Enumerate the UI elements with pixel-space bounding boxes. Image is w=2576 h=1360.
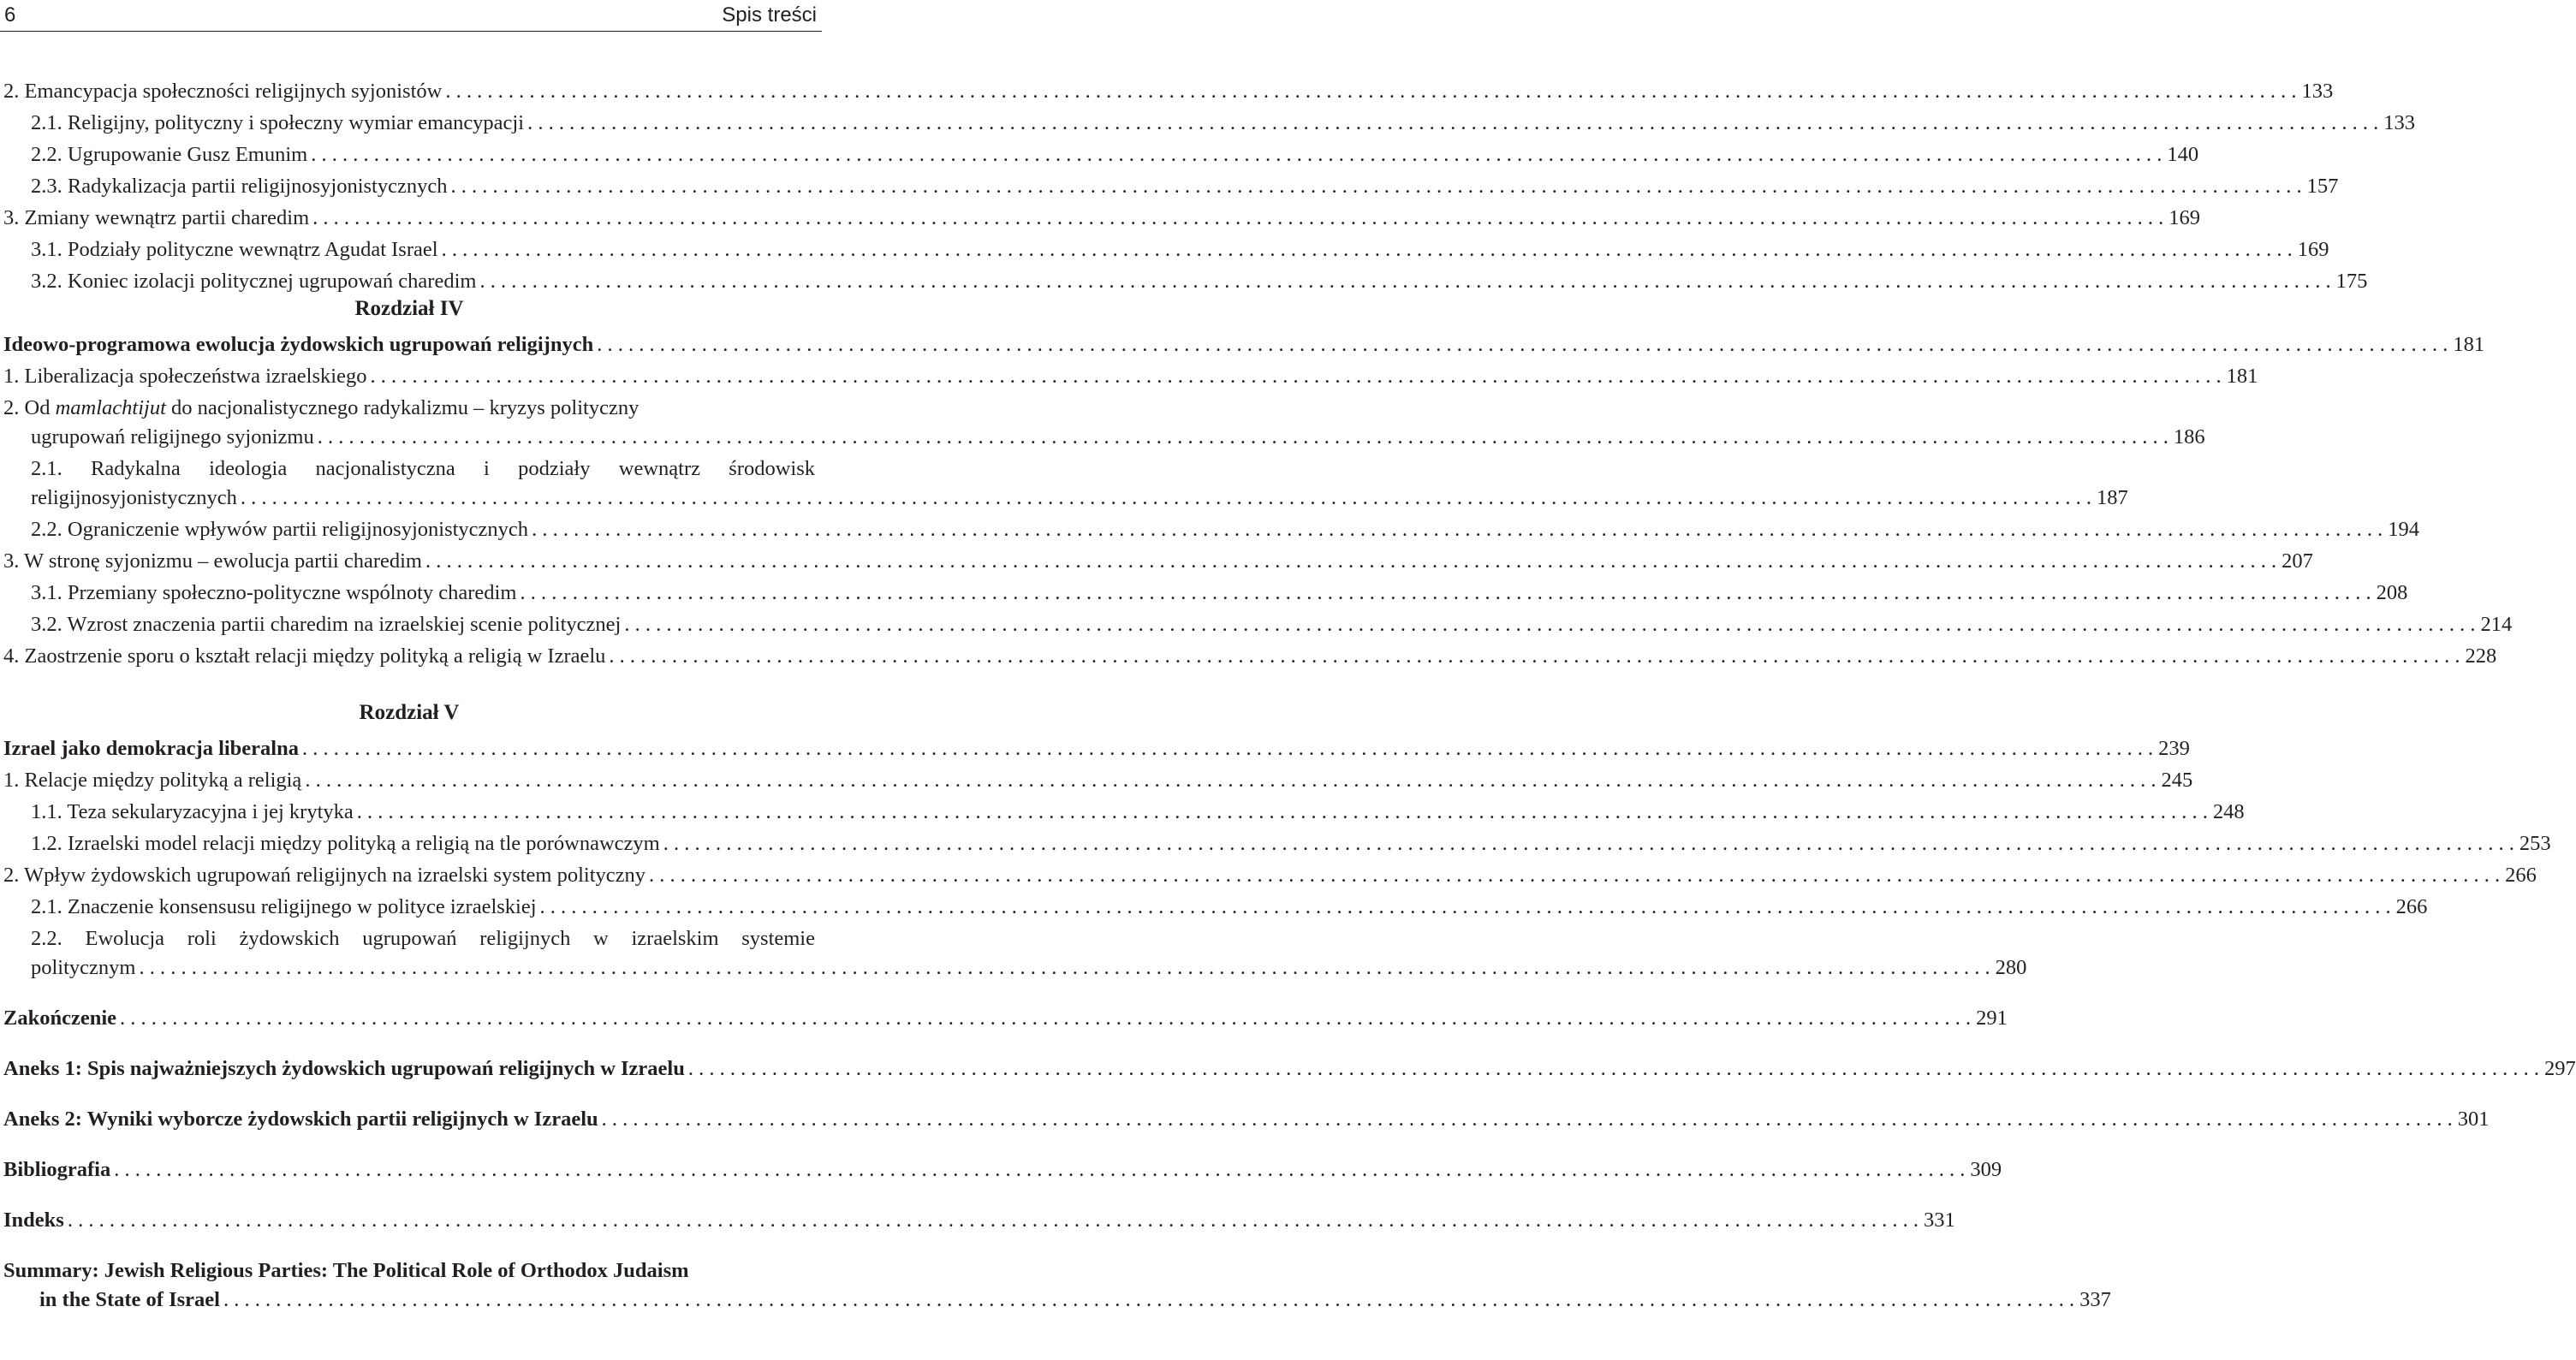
toc-entry (3, 140, 2199, 169)
dot-leader (312, 204, 2163, 233)
toc-entry-title: 2.2. Ugrupowanie Gusz Emunim (31, 143, 308, 166)
toc-entry-page: 337 (2079, 1288, 2111, 1311)
toc-entry-page: 266 (2395, 895, 2428, 918)
toc-entry-title: 2.2. Ewolucja roli żydowskich ugrupowań religijnych w izraelskim systemie (31, 927, 815, 950)
dot-leader (318, 423, 2168, 452)
toc-entry-page: 133 (2383, 111, 2415, 134)
toc-entry-page: 309 (1970, 1158, 2002, 1181)
dot-leader (357, 798, 2208, 827)
toc-entry-title: Aneks 2: Wyniki wyborcze żydowskich partii religijnych w Izraelu (3, 1108, 598, 1131)
toc-entry-title: 4. Zaostrzenie sporu o kształt relacji między polityką a religią w Izraelu (3, 644, 606, 668)
toc-chapter-entry (3, 1105, 2490, 1134)
dot-leader (241, 484, 2091, 513)
toc-entry-first-line (3, 394, 815, 423)
toc-entry-title: Aneks 1: Spis najważniejszych żydowskich ugrupowań religijnych w Izraelu (3, 1057, 685, 1080)
toc-entry-title-suffix: do nacjonalistycznego radykalizmu – kryzys polityczny (165, 396, 640, 419)
toc-entry-title-continued: ugrupowań religijnego syjonizmu (31, 425, 314, 448)
toc-entry (3, 766, 2193, 795)
dot-leader (305, 766, 2156, 795)
toc-entry-title-italic: mamlachtijut (55, 396, 166, 419)
dot-leader (139, 953, 1990, 983)
dot-leader (479, 267, 2330, 296)
toc-entry-title: 2.3. Radykalizacja partii religijnosyjonistycznych (31, 175, 448, 198)
dot-leader (520, 579, 2371, 608)
toc-entry-page: 207 (2282, 549, 2313, 573)
toc-entry-page: 245 (2161, 769, 2193, 792)
toc-chapter-entry (3, 1054, 2576, 1084)
toc-entry-title: 3. W stronę syjonizmu – ewolucja partii charedim (3, 549, 422, 573)
toc-entry-page: 194 (2388, 518, 2419, 541)
toc-entry-page: 175 (2335, 270, 2368, 293)
dot-leader (425, 547, 2276, 576)
running-head-title: Spis treści (722, 3, 817, 27)
toc-entry (3, 172, 2339, 201)
dot-leader (68, 1206, 1919, 1235)
toc-entry (3, 362, 2258, 391)
toc-entry-page: 331 (1923, 1209, 1955, 1232)
toc-entry (3, 547, 2313, 576)
toc-entry-title: 3.2. Koniec izolacji politycznej ugrupowań charedim (31, 270, 477, 293)
page-number: 6 (4, 3, 16, 27)
toc-entry-page: 214 (2480, 613, 2513, 636)
toc-entry-title: 2. Wpływ żydowskich ugrupowań religijnych na izraelski system polityczny (3, 864, 646, 887)
toc-entry (3, 642, 2497, 671)
toc-entry-page: 297 (2543, 1057, 2576, 1080)
toc-chapter-entry (3, 734, 2190, 763)
toc-chapter-entry (3, 1286, 2111, 1315)
chapter-heading: Rozdział IV (354, 297, 464, 320)
dot-leader (311, 140, 2162, 169)
toc-entry-title: 3.2. Wzrost znaczenia partii charedim na izraelskiej scenie politycznej (31, 613, 622, 636)
toc-entry (3, 893, 2428, 922)
toc-entry-page: 140 (2167, 143, 2199, 166)
toc-entry-title: 2.1. Radykalna ideologia nacjonalistyczna i podziały wewnątrz środowisk (31, 457, 815, 480)
toc-entry-title: Izrael jako demokracja liberalna (3, 737, 299, 760)
dot-leader (370, 362, 2221, 391)
dot-leader (540, 893, 2391, 922)
toc-entry-title: 2.2. Ograniczenie wpływów partii religijnosyjonistycznych (31, 518, 529, 541)
toc-entry-title: 1. Relacje między polityką a religią (3, 769, 302, 792)
toc-entry-title: 3.1. Przemiany społeczno-polityczne wspólnoty charedim (31, 581, 517, 604)
toc-chapter-entry (3, 1155, 2002, 1185)
dot-leader (609, 642, 2460, 671)
toc-entry-page: 266 (2505, 864, 2537, 887)
toc-entry-page: 253 (2519, 832, 2551, 855)
toc-entry-page: 181 (2226, 365, 2258, 388)
toc-entry-page: 291 (1976, 1007, 2008, 1030)
toc-entry (3, 267, 2368, 296)
toc-entry-title: 2.1. Religijny, polityczny i społeczny wymiar emancypacji (31, 111, 525, 134)
dot-leader (223, 1286, 2074, 1315)
toc-chapter-entry (3, 1004, 2008, 1033)
toc-entry-title: 1. Liberalizacja społeczeństwa izraelskiego (3, 365, 367, 388)
toc-entry (3, 423, 2205, 452)
toc-entry-title: 2.1. Znaczenie konsensusu religijnego w polityce izraelskiej (31, 895, 537, 918)
dot-leader (688, 1054, 2539, 1084)
toc-entry (3, 953, 2027, 983)
dot-leader (450, 172, 2301, 201)
toc-entry-page: 248 (2212, 800, 2245, 823)
toc-entry-title-continued: religijnosyjonistycznych (31, 486, 237, 509)
toc-entry-title: Ideowo-programowa ewolucja żydowskich ugrupowań religijnych (3, 333, 594, 356)
dot-leader (302, 734, 2153, 763)
dot-leader (527, 109, 2378, 138)
toc-entry-title: Zakończenie (3, 1007, 117, 1030)
toc-entry (3, 235, 2329, 264)
toc-entry-title: 3. Zmiany wewnątrz partii charedim (3, 206, 310, 229)
toc-entry-page: 181 (2453, 333, 2485, 356)
dot-leader (602, 1105, 2453, 1134)
toc-entry-page: 169 (2168, 206, 2201, 229)
toc-entry-page: 187 (2097, 486, 2128, 509)
toc-entry-title-prefix: 2. Od (3, 396, 56, 419)
dot-leader (649, 861, 2500, 890)
toc-entry (3, 798, 2245, 827)
toc-entry (3, 515, 2419, 544)
toc-entry-title: 1.2. Izraelski model relacji między polityką a religią na tle porównawczym (31, 832, 660, 855)
toc-entry-title: 1.1. Teza sekularyzacyjna i jej krytyka (31, 800, 354, 823)
dot-leader (532, 515, 2383, 544)
toc-entry-page: 280 (1995, 956, 2027, 979)
dot-leader (114, 1155, 1965, 1185)
toc-chapter-entry (3, 1206, 1955, 1235)
toc-entry-page: 157 (2306, 175, 2339, 198)
toc-entry-page: 169 (2297, 238, 2329, 261)
toc-entry (3, 610, 2513, 639)
toc-entry-title-continued: in the State of Israel (39, 1288, 220, 1311)
toc-entry-page: 133 (2301, 80, 2334, 103)
toc-entry (3, 204, 2201, 233)
toc-entry-title: Summary: Jewish Religious Parties: The Political Role of Orthodox Judaism (3, 1259, 689, 1282)
toc-entry-title: 2. Emancypacja społeczności religijnych syjonistów (3, 80, 443, 103)
toc-entry (3, 861, 2537, 890)
toc-entry-page: 228 (2465, 644, 2497, 668)
toc-entry-page: 208 (2376, 581, 2408, 604)
toc-entry-page: 301 (2457, 1108, 2490, 1131)
toc-entry (3, 579, 2408, 608)
running-head (0, 0, 822, 32)
dot-leader (442, 235, 2293, 264)
toc-entry-first-line (3, 1256, 815, 1286)
toc-entry-title: Bibliografia (3, 1158, 111, 1181)
toc-chapter-entry (3, 330, 2485, 359)
dot-leader (597, 330, 2448, 359)
dot-leader (663, 829, 2514, 858)
chapter-heading: Rozdział V (359, 701, 460, 724)
dot-leader (445, 77, 2296, 106)
toc-entry-title-continued: politycznym (31, 956, 136, 979)
toc-entry (3, 77, 2334, 106)
toc-entry-title: Indeks (3, 1209, 64, 1232)
dot-leader (120, 1004, 1971, 1033)
toc-entry-page: 239 (2158, 737, 2190, 760)
toc-entry (3, 484, 2128, 513)
toc-entry (3, 829, 2551, 858)
toc-entry (3, 109, 2415, 138)
dot-leader (624, 610, 2475, 639)
toc-entry-title: 3.1. Podziały polityczne wewnątrz Agudat Israel (31, 238, 438, 261)
toc-entry-page: 186 (2173, 425, 2205, 448)
